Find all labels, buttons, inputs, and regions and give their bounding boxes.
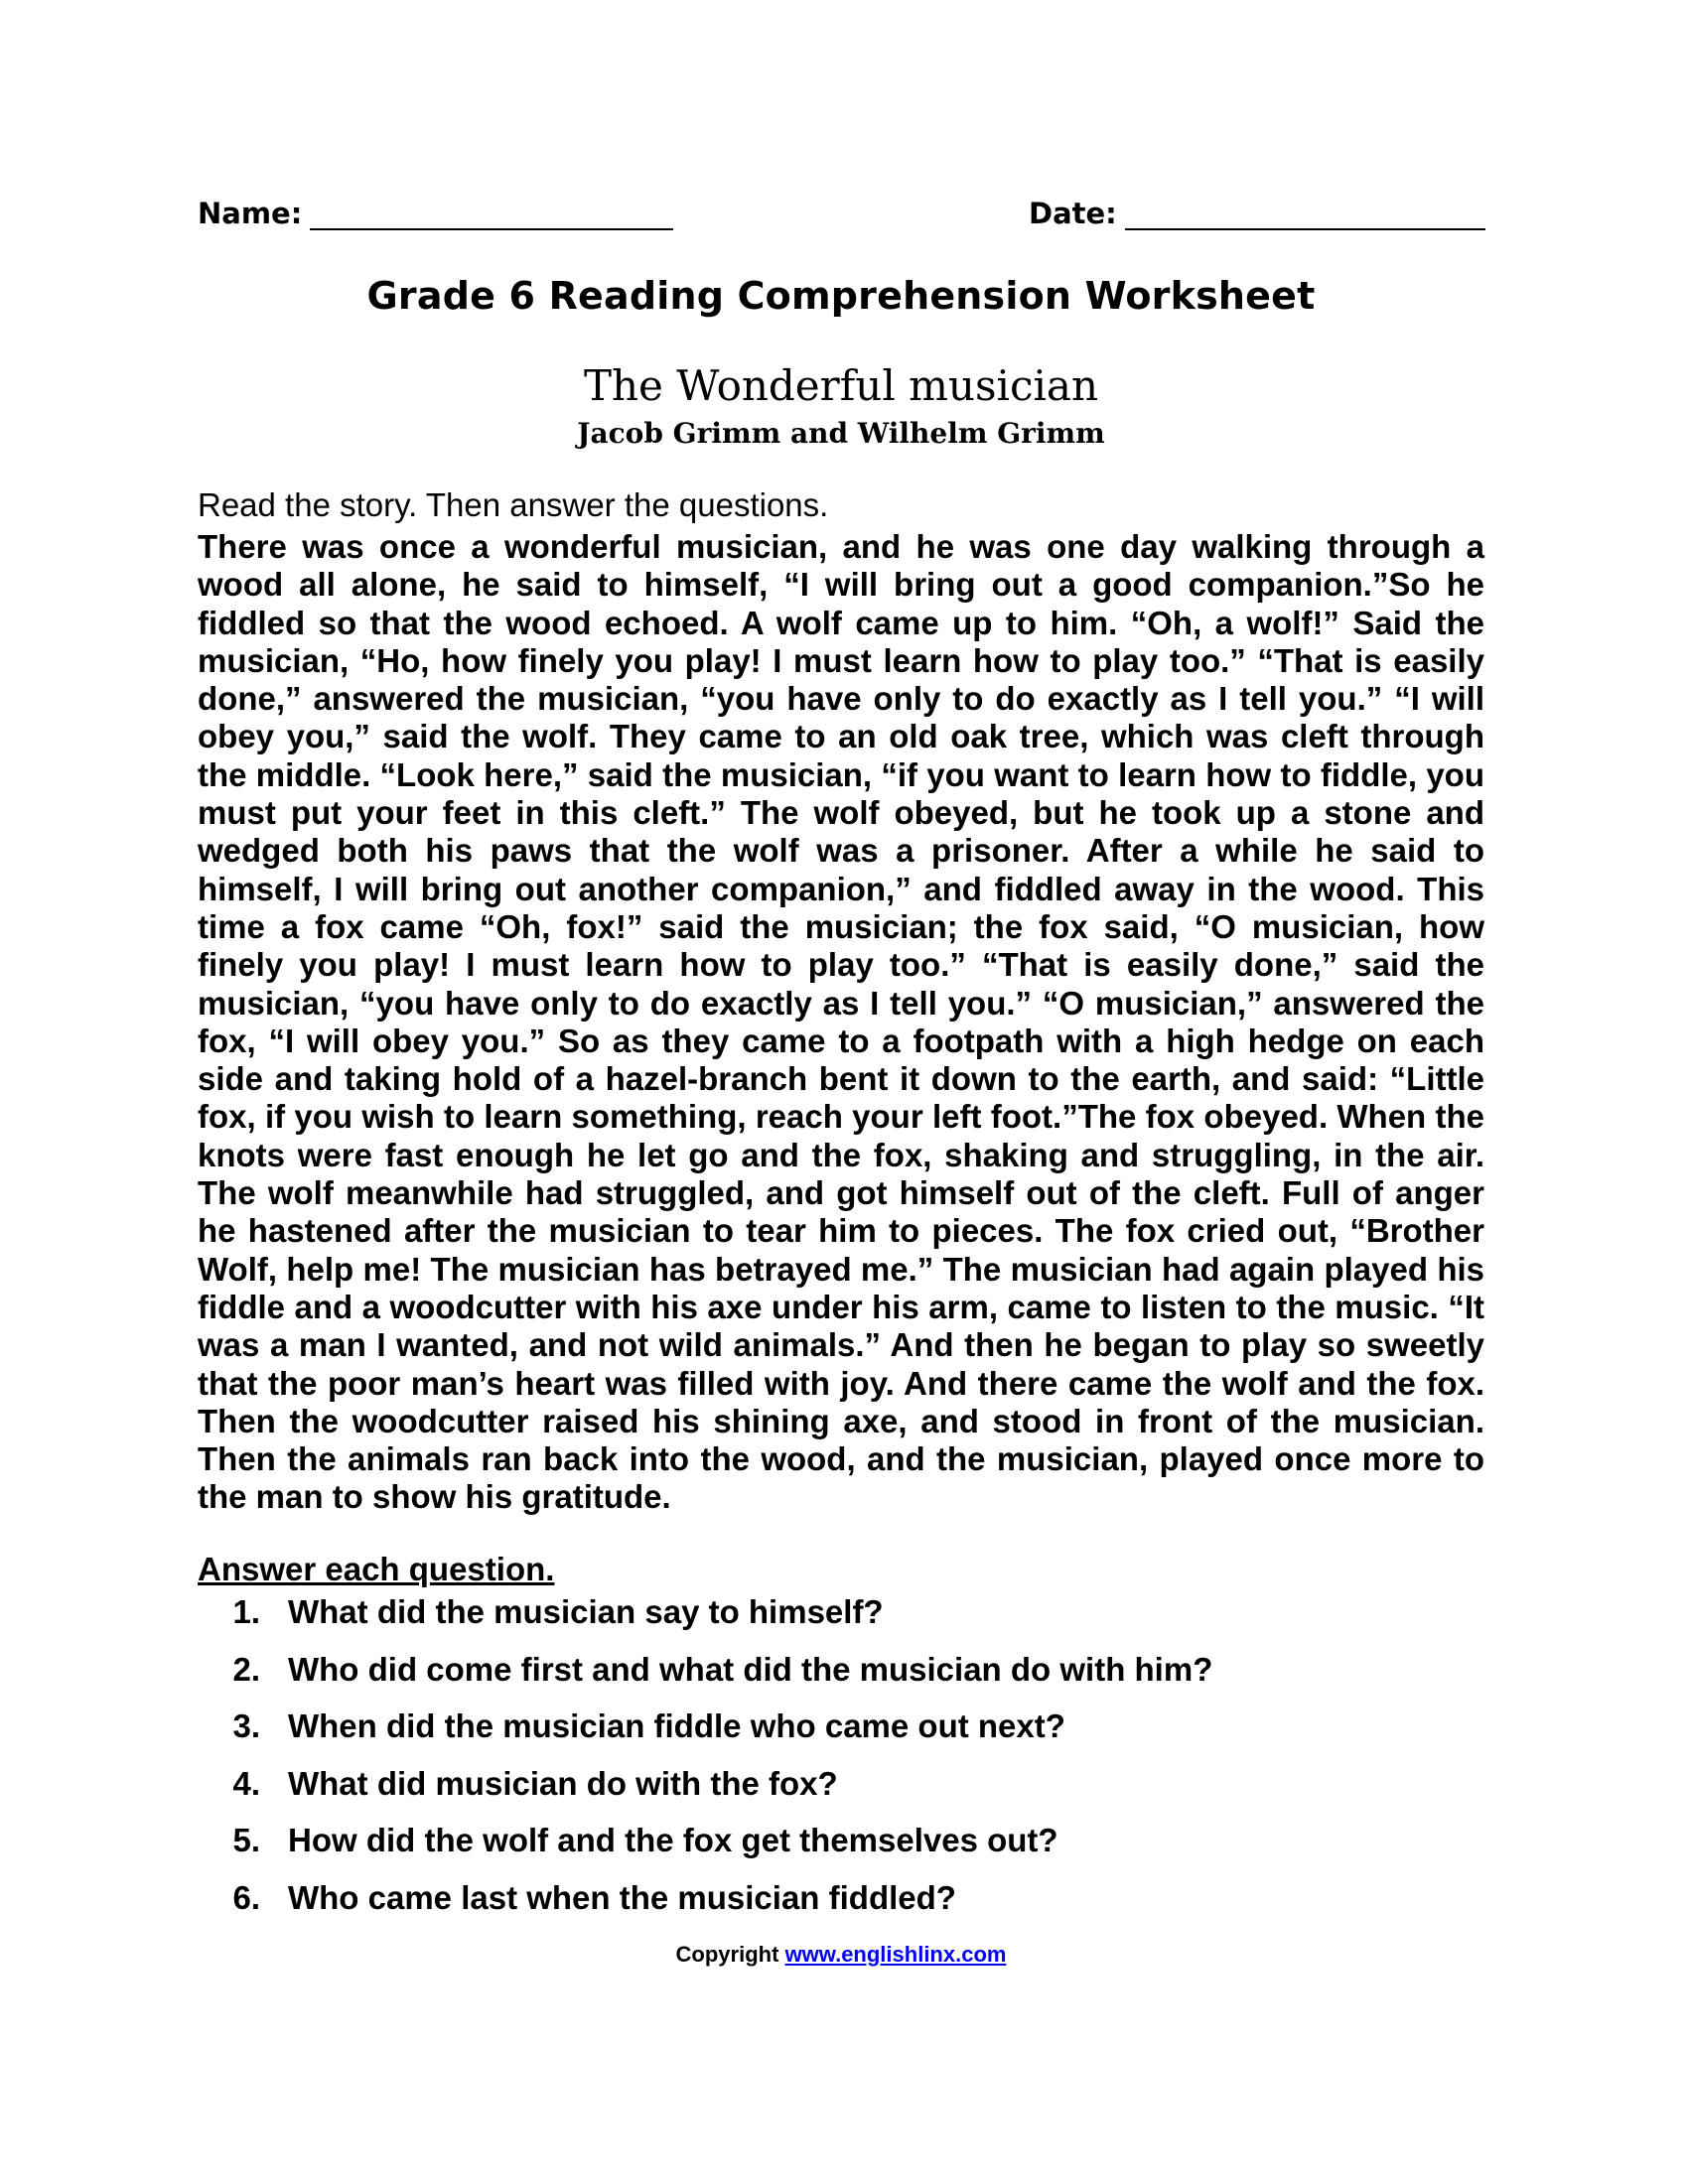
copyright-link[interactable]: www.englishlinx.com — [784, 1942, 1007, 1967]
question-number: 2. — [232, 1650, 260, 1688]
instructions: Read the story. Then answer the questions. — [198, 486, 829, 523]
answer-heading: Answer each question. — [198, 1551, 555, 1587]
copyright-label: Copyright — [675, 1942, 779, 1967]
question-text: How did the wolf and the fox get themselves out? — [288, 1822, 1058, 1858]
name-line[interactable] — [310, 201, 673, 230]
story-author: Jacob Grimm and Wilhelm Grimm — [577, 417, 1105, 450]
question-list — [198, 1593, 1484, 1936]
question-text: When did the musician fiddle who came out next? — [288, 1707, 1065, 1744]
story-text: There was once a wonderful musician, and he was one day walking through a wood all alone, he said to himself, “I will bring out a good companion.”So he fiddled so that the wood echoed. A wolf came up to him. “Oh, a wolf!” Said the musician, “Ho, how finely you play! I must learn how to play too.” “That is easily done,” answered the musician, “you have only to do exactly as I tell you.” “I will obey you,” said the wolf. They came to an old oak tree, which was cleft through the middle. “Look here,” said the musician, “if you want to learn how to fiddle, you must put your feet in this cleft.” The wolf obeyed, but he took up a stone and wedged both his paws that the wolf was a prisoner. After a while he said to himself, I will bring out another companion,” and fiddled away in the wood. This time a fox came “Oh, fox!” said the musician; the fox said, “O musician, how finely you play! I must learn how to play too.” “That is easily done,” said the musician, “you have only to do exactly as I tell you.” “O musician,” answered the fox, “I will obey you.” So as they came to a footpath with a high hedge on each side and taking hold of a hazel-branch bent it down to the earth, and said: “Little fox, if you wish to learn something, reach your left foot.”The fox obeyed. When the knots were fast enough he let go and the fox, shaking and struggling, in the air. The wolf meanwhile had struggled, and got himself out of the cleft. Full of anger he hastened after the musician to tear him to pieces. The fox cried out, “Brother Wolf, help me! The musician has betrayed me.” The musician had again played his fiddle and a woodcutter with his axe under his arm, came to listen to the music. “It was a man I wanted, and not wild animals.” And then he began to play so sweetly that the poor man’s heart was filled with joy. And there came the wolf and the fox. Then the woodcutter raised his shining axe, and stood in front of the musician. Then the animals ran back into the wood, and the musician, played once more to the man to show his gratitude. — [198, 528, 1484, 1516]
date-line[interactable] — [1125, 201, 1485, 230]
story-title: The Wonderful musician — [583, 361, 1099, 410]
question-item — [198, 1651, 1484, 1708]
question-number: 3. — [232, 1707, 260, 1744]
question-number: 6. — [232, 1878, 260, 1916]
name-label: Name: — [198, 197, 303, 230]
question-item — [198, 1593, 1484, 1651]
question-text: Who did come first and what did the musician do with him? — [288, 1650, 1213, 1688]
question-item — [198, 1765, 1484, 1823]
worksheet-page — [198, 0, 1484, 2184]
question-text: What did musician do with the fox? — [288, 1764, 838, 1802]
question-number: 5. — [232, 1822, 260, 1858]
question-item — [198, 1822, 1484, 1879]
date-label: Date: — [1029, 197, 1117, 230]
question-item — [198, 1707, 1484, 1765]
worksheet-title: Grade 6 Reading Comprehension Worksheet — [366, 274, 1316, 318]
date-field[interactable] — [1029, 197, 1485, 230]
header-row — [198, 197, 1484, 246]
question-item — [198, 1879, 1484, 1937]
name-field[interactable] — [198, 197, 673, 230]
question-text: What did the musician say to himself? — [288, 1593, 884, 1630]
question-text: Who came last when the musician fiddled? — [288, 1878, 956, 1916]
question-number: 4. — [232, 1764, 260, 1802]
question-number: 1. — [232, 1593, 260, 1630]
footer — [198, 1942, 1484, 1968]
